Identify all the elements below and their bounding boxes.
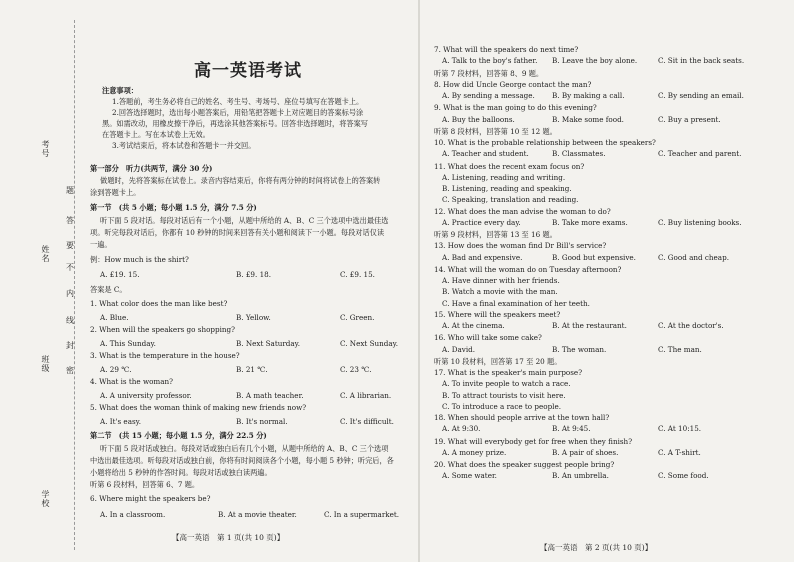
option-18a: A. At 9:30. [442,424,481,434]
option-16a: A. David. [442,344,476,354]
seal-char: 内 [66,289,74,298]
part1-heading: 第一部分 听力(共两节，满分 30 分) [90,164,213,173]
option-line: B. To attract tourists to visit here. [442,390,566,400]
option-19c: C. A T-shirt. [658,447,701,457]
seal-char: 题 [66,186,74,195]
option-15a: A. At the cinema. [442,321,505,330]
page-fold [418,0,420,562]
question-3: 3. What is the temperature in the house? [90,351,240,360]
option-4b: B. A math teacher. [236,391,304,400]
option-7c: C. Sit in the back seats. [658,56,745,66]
notice-line: 2.回答选择题时，选出每小题答案后，用铅笔把答题卡上对应题目的答案标号涂 [112,108,364,117]
option-13a: A. Bad and expensive. [442,252,523,262]
example-option: B. £9. 18. [236,270,271,279]
option-line: C. To introduce a race to people. [442,401,562,411]
option-13b: B. Good but expensive. [552,252,636,262]
notice-line: 在答题卡上。写在本试卷上无效。 [102,130,210,139]
notice-heading: 注意事项： [102,86,138,95]
option-line: B. Listening, reading and speaking. [442,184,572,194]
option-16c: C. The man. [658,344,702,354]
seal-char: 答 [66,216,74,225]
option-6c: C. In a supermarket. [324,510,400,519]
page-footer-right: 【高一英语 第 2 页(共 10 页)】 [540,543,653,552]
question-18: 18. When should people arrive at the town hall? [434,413,610,422]
option-5b: B. It's normal. [236,417,288,426]
option-20c: C. Some food. [658,471,709,481]
option-3b: B. 21 ℃. [236,365,268,374]
question-13: 13. How does the woman find Dr Bill's service? [434,241,607,251]
option-2c: C. Next Sunday. [340,339,399,348]
option-6a: A. In a classroom. [100,510,166,519]
option-12a: A. Practice every day. [442,217,521,227]
section2-intro: 听下面 5 段对话或独白。每段对话或独白后有几个小题，从题中所给的 A、B、C 三个选项 [100,444,389,453]
section-note: 听第 10 段材料，回答第 17 至 20 题。 [434,357,562,366]
option-line: B. Watch a movie with the man. [442,287,558,297]
question-2: 2. When will the speakers go shopping? [90,325,236,334]
option-line: C. Speaking, translation and reading. [442,195,579,205]
question-6: 6. Where might the speakers be? [90,494,211,503]
option-3c: C. 23 ℃. [340,365,372,374]
option-18c: C. At 10:15. [658,424,702,434]
option-4c: C. A librarian. [340,391,392,400]
seal-char: 不 [66,263,74,272]
option-8a: A. By sending a message. [442,91,535,100]
option-10a: A. Teacher and student. [442,149,529,159]
option-12c: C. Buy listening books. [658,217,742,227]
option-9b: B. Make some food. [552,114,624,124]
question-4: 4. What is the woman? [90,377,174,386]
class-label: 班级 [41,355,50,373]
option-5c: C. It's difficult. [340,417,394,426]
option-10c: C. Teacher and parent. [658,149,742,159]
option-18b: B. At 9:45. [552,424,591,434]
school-label: 学校 [41,490,50,508]
question-17: 17. What is the speaker's main purpose? [434,368,583,378]
question-15: 15. Where will the speakers meet? [434,309,561,319]
page-2 [430,0,780,562]
option-15b: B. At the restaurant. [552,321,627,330]
part1-intro: 做题时，先将答案标在试卷上。录音内容结束后，你将有两分钟的时间将试卷上的答案转 [100,176,381,185]
option-15c: C. At the doctor's. [658,321,724,330]
section2-intro: 听第 6 段材料，回答第 6、7 题。 [90,480,200,489]
name-label: 姓名 [41,245,50,263]
section-note: 听第 8 段材料，回答第 10 至 12 题。 [434,127,557,136]
exam-title: 高一英语考试 [194,61,302,81]
option-line: A. To invite people to watch a race. [442,379,571,389]
option-1a: A. Blue. [100,313,129,322]
exam-no-label: 考号 [41,140,50,158]
notice-line: 3.考试结束后，将本试卷和答题卡一并交回。 [112,141,256,150]
question-10: 10. What is the probable relationship between the speakers? [434,138,656,148]
page-footer: 【高一英语 第 1 页(共 10 页)】 [172,533,285,542]
question-20: 20. What does the speaker suggest people bring? [434,460,615,470]
option-16b: B. The woman. [552,344,607,354]
option-19a: A. A money prize. [442,447,507,457]
section1-intro: 项。听完每段对话后，你都有 10 秒钟的时间来回答有关小题和阅读下一小题。每段对话仅读 [90,228,385,237]
option-1c: C. Green. [340,313,375,322]
section1-intro: 一遍。 [90,240,112,249]
option-3a: A. 29 ℃. [100,365,132,374]
question-8: 8. How did Uncle George contact the man? [434,79,592,89]
option-12b: B. Take more exams. [552,217,628,227]
option-6b: B. At a movie theater. [218,510,297,519]
section1-heading: 第一节 (共 5 小题；每小题 1.5 分，满分 7.5 分) [90,203,257,212]
option-20a: A. Some water. [442,471,497,481]
binding-margin [0,0,88,562]
seal-char: 要 [66,241,74,250]
section1-intro: 听下面 5 段对话。每段对话后有一个小题，从题中所给的 A、B、C 三个选项中选出最佳选 [100,216,389,225]
question-5: 5. What does the woman think of making new friends now? [90,403,307,412]
option-20b: B. An umbrella. [552,471,609,481]
question-12: 12. What does the man advise the woman to do? [434,206,611,216]
option-9c: C. Buy a present. [658,114,721,124]
option-4a: A. A university professor. [100,391,192,400]
notice-line: 黑。如需改动，用橡皮擦干净后，再选涂其他答案标号。回答非选择题时，将答案写 [102,119,368,128]
example-answer: 答案是 C。 [90,285,127,294]
option-2b: B. Next Saturday. [236,339,301,348]
option-line: A. Listening, reading and writing. [442,173,566,182]
question-19: 19. What will everybody get for free when they finish? [434,436,633,446]
section2-intro: 小题将给出 5 秒钟的作答时间。每段对话或独白读两遍。 [90,468,272,477]
question-9: 9. What is the man going to do this evening? [434,103,597,113]
section-note: 听第 9 段材料，回答第 13 至 16 题。 [434,230,557,240]
part1-intro: 涂到答题卡上。 [90,188,141,197]
seal-char: 密 [66,366,74,375]
question-16: 16. Who will take some cake? [434,333,542,343]
seal-char: 封 [66,341,74,350]
example-question: 例：How much is the shirt? [90,255,189,264]
question-1: 1. What color does the man like best? [90,299,228,308]
option-5a: A. It's easy. [100,417,142,426]
question-14: 14. What will the woman do on Tuesday afternoon? [434,265,622,274]
seal-dashed-line [74,20,75,550]
section2-intro: 中选出最佳选项。听每段对话或独白前，你将有时间阅读各个小题，每小题 5 秒钟；听完后，各 [90,456,394,465]
notice-line: 1.答题前，考生务必将自己的姓名、考生号、考场号、座位号填写在答题卡上。 [112,97,364,106]
option-19b: B. A pair of shoes. [552,447,619,457]
section-note: 听第 7 段材料，回答第 8、9 题。 [434,68,544,78]
question-11: 11. What does the recent exam focus on? [434,161,585,171]
option-8b: B. By making a call. [552,91,625,100]
option-7b: B. Leave the boy alone. [552,56,638,66]
option-13c: C. Good and cheap. [658,252,729,262]
option-7a: A. Talk to the boy's father. [442,56,538,66]
section2-heading: 第二节 (共 15 小题；每小题 1.5 分，满分 22.5 分) [90,431,267,440]
option-8c: C. By sending an email. [658,91,744,100]
question-7: 7. What will the speakers do next time? [434,45,579,54]
example-option: C. £9. 15. [340,270,375,279]
option-line: C. Have a final examination of her teeth. [442,298,590,308]
page-1 [88,0,408,562]
option-10b: B. Classmates. [552,149,606,159]
option-2a: A. This Sunday. [100,339,156,348]
seal-char: 线 [66,316,74,325]
option-line: A. Have dinner with her friends. [442,276,560,286]
option-9a: A. Buy the balloons. [442,114,515,124]
option-1b: B. Yellow. [236,313,271,322]
example-option: A. £19. 15. [100,270,140,279]
